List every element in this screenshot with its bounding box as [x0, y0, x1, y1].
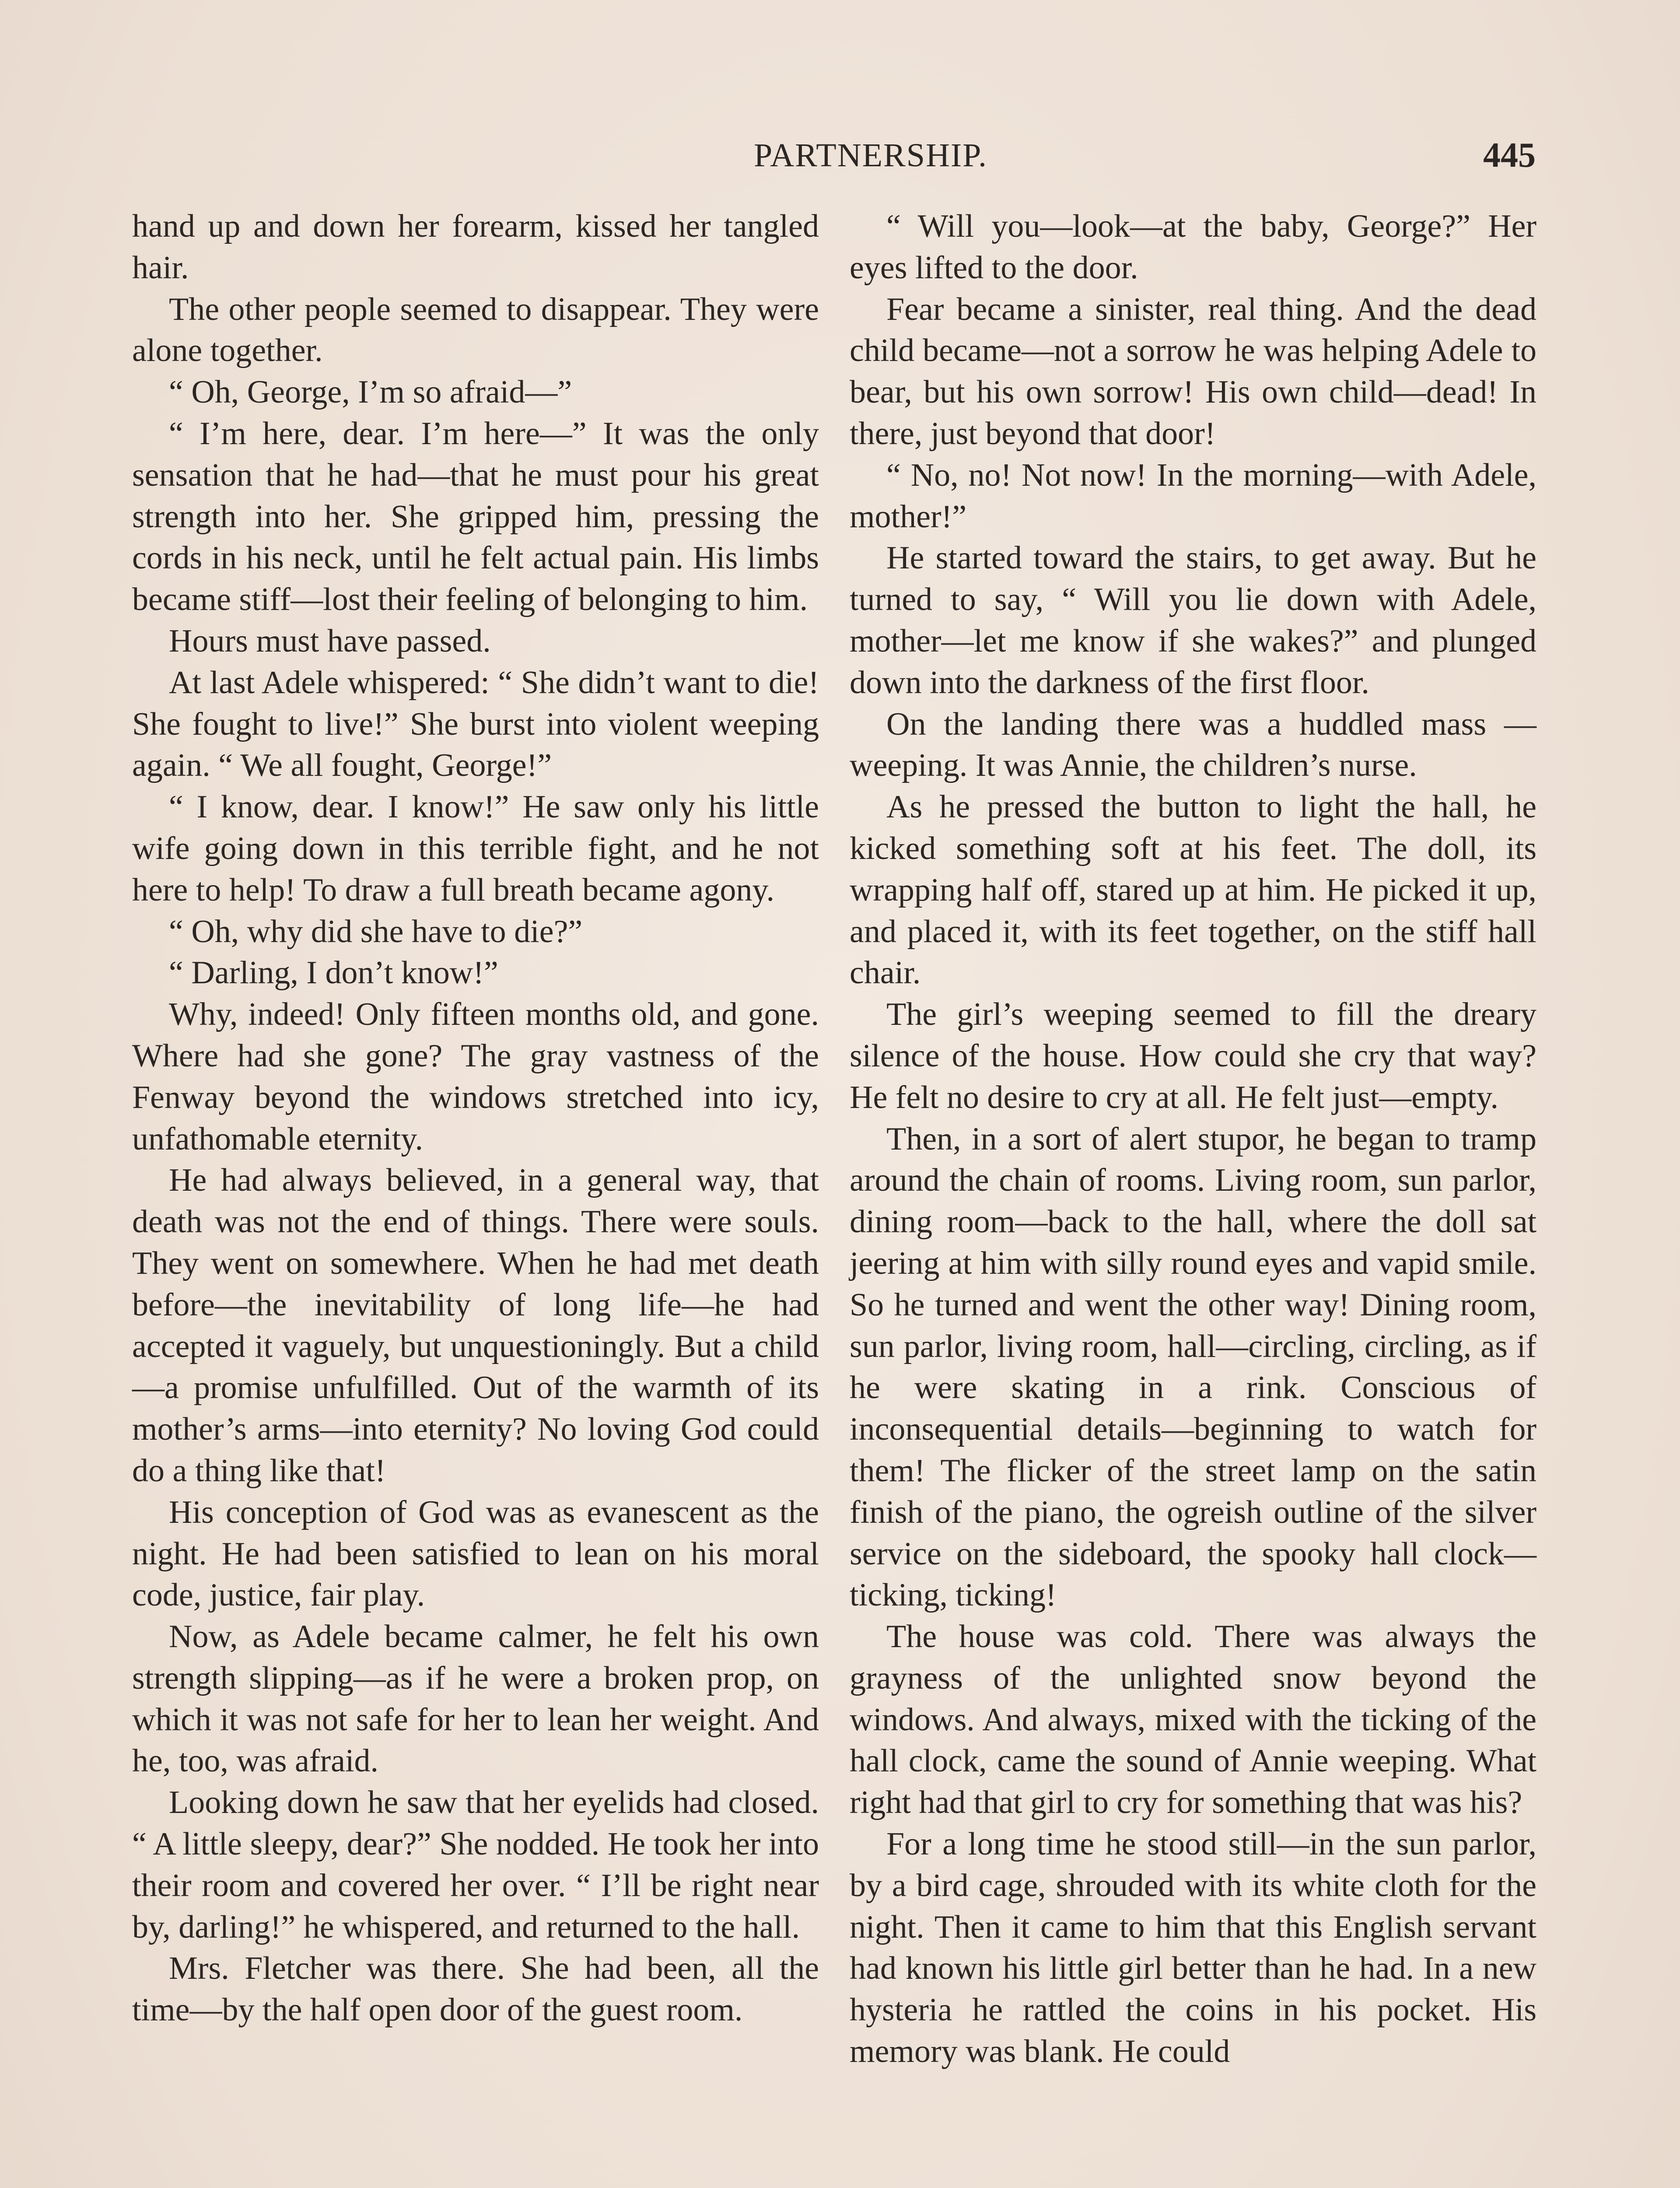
paragraph: The other people seemed to disappear. They were alone together.	[132, 291, 819, 369]
paragraph: He had always believed, in a general way, that death was not the end of things. There were souls. They went on somewhere. When he had met death before—the inevitability of long life—he had accepted it vaguely, but unquestioningly. But a child —a promise unfulfilled. Out of the warmth of its mother’s arms—into eternity? No loving God could do a thing like that!	[132, 1162, 819, 1489]
paragraph: “ I know, dear. I know!” He saw only his little wife going down in this terrible fight, and he not here to help! To draw a full breath became agony.	[132, 789, 819, 908]
page-number: 445	[1483, 136, 1536, 175]
page-header	[131, 131, 1536, 179]
paragraph: At last Adele whispered: “ She didn’t want to die! She fought to live!” She burst into violent weeping again. “ We all fought, George!”	[132, 664, 819, 784]
paragraph: Mrs. Fletcher was there. She had been, all the time—by the half open door of the guest room.	[132, 1950, 819, 2028]
left-column	[132, 206, 819, 2031]
paragraph: Looking down he saw that her eyelids had closed. “ A little sleepy, dear?” She nodded. He took her into their room and covered her over. “ I’ll be right near by, darling!” he whispered, and returned to the hall.	[132, 1785, 819, 1945]
paragraph: Now, as Adele became calmer, he felt his own strength slipping—as if he were a broken prop, on which it was not safe for her to lean her weight. And he, too, was afraid.	[132, 1619, 819, 1779]
paragraph: “ No, no! Not now! In the morning—with Adele, mother!”	[850, 457, 1536, 535]
paragraph: As he pressed the button to light the hall, he kicked something soft at his feet. The doll, its wrapping half off, stared up at him. He picked it up, and placed it, with its feet together, on the stiff hall chair.	[850, 789, 1536, 991]
paragraph: His conception of God was as evanescent as the night. He had been satisfied to lean on his moral code, justice, fair play.	[132, 1494, 819, 1613]
paragraph: For a long time he stood still—in the sun parlor, by a bird cage, shrouded with its white cloth for the night. Then it came to him that this English servant had known his little girl better than he had. In a new hysteria he rattled the coins in his pocket. His memory was blank. He could	[850, 1826, 1536, 2070]
paragraph: Then, in a sort of alert stupor, he began to tramp around the chain of rooms. Living room, sun parlor, dining room—back to the hall, where the doll sat jeering at him with silly round eyes and vapid smile. So he turned and went the other way! Dining room, sun parlor, living room, hall—circling, circling, as if he were skating in a rink. Conscious of inconsequential details—beginning to watch for them! The flicker of the street lamp on the satin finish of the piano, the ogreish outline of the silver service on the sideboard, the spooky hall clock—ticking, ticking!	[850, 1121, 1536, 1613]
paragraph: hand up and down her forearm, kissed her tangled hair.	[132, 208, 819, 286]
paragraph: “ Oh, George, I’m so afraid—”	[169, 374, 572, 410]
paragraph: Hours must have passed.	[169, 623, 491, 659]
paragraph: The house was cold. There was always the grayness of the unlighted snow beyond the windows. And always, mixed with the ticking of the hall clock, came the sound of Annie weeping. What right had that girl to cry for something that was his?	[850, 1619, 1536, 1821]
paragraph: “ Oh, why did she have to die?”	[169, 913, 583, 950]
paragraph: On the landing there was a huddled mass —weeping. It was Annie, the children’s nurse.	[850, 706, 1536, 784]
paragraph: “ Darling, I don’t know!”	[169, 955, 498, 991]
paragraph: “ Will you—look—at the baby, George?” Her eyes lifted to the door.	[850, 208, 1536, 286]
paragraph: Why, indeed! Only fifteen months old, and gone. Where had she gone? The gray vastness of the Fenway beyond the windows stretched into icy, unfathomable eternity.	[132, 996, 819, 1157]
paragraph: The girl’s weeping seemed to fill the dreary silence of the house. How could she cry that way? He felt no desire to cry at all. He felt just—empty.	[850, 996, 1536, 1115]
right-column	[850, 206, 1536, 2072]
paragraph: “ I’m here, dear. I’m here—” It was the only sensation that he had—that he must pour his great strength into her. She gripped him, pressing the cords in his neck, until he felt actual pain. His limbs became stiff—lost their feeling of belonging to him.	[132, 415, 819, 618]
paragraph: He started toward the stairs, to get away. But he turned to say, “ Will you lie down with Adele, mother—let me know if she wakes?” and plunged down into the darkness of the first floor.	[850, 540, 1536, 701]
paragraph: Fear became a sinister, real thing. And the dead child became—not a sorrow he was helping Adele to bear, but his own sorrow! His own child—dead! In there, just beyond that door!	[850, 291, 1536, 452]
running-title: PARTNERSHIP.	[753, 137, 988, 174]
